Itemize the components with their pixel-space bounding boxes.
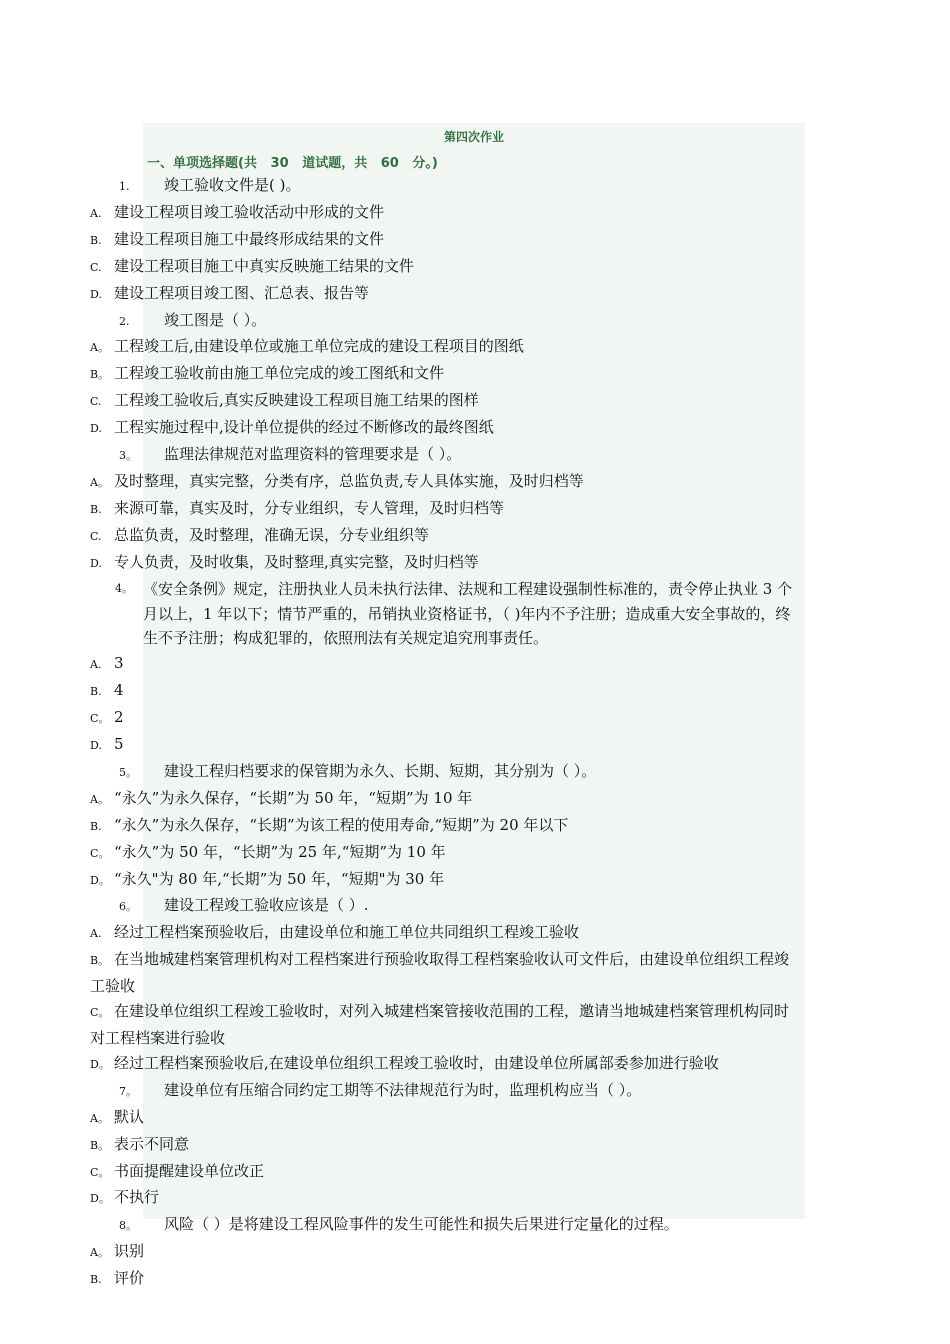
question-number: 5。: [119, 765, 137, 779]
question-number: 2.: [119, 314, 130, 328]
option-c: [0, 840, 950, 867]
option-a: [0, 200, 950, 227]
option-a: [0, 651, 950, 678]
option-label: D。: [90, 873, 110, 887]
option-d: [0, 732, 950, 759]
option-label: D.: [90, 287, 102, 301]
option-text: 默认: [114, 1107, 145, 1126]
option-b: [0, 678, 950, 705]
option-a: [0, 1105, 950, 1132]
option-text: 总监负责，及时整理，准确无误，分专业组织等: [114, 525, 430, 544]
option-label: B.: [90, 685, 102, 699]
option-label: C。: [90, 712, 110, 726]
option-text: 建设工程项目施工中真实反映施工结果的文件: [114, 256, 415, 275]
question-1: [0, 173, 950, 200]
option-label: A.: [90, 658, 102, 672]
option-label: C.: [90, 260, 102, 274]
option-a: [0, 786, 950, 813]
option-text: 建设工程项目竣工图、汇总表、报告等: [114, 283, 370, 302]
option-text: 识别: [114, 1242, 145, 1261]
option-b: [0, 496, 950, 523]
option-d: [0, 1185, 950, 1212]
question-text: 监理法律规范对监理资料的管理要求是（ ）。: [164, 445, 462, 464]
option-label: A。: [90, 475, 109, 489]
option-a: [0, 469, 950, 496]
option-text: 2: [114, 708, 124, 727]
question-number: 3。: [119, 449, 137, 463]
option-text: 及时整理，真实完整，分类有序，总监负责,专人具体实施，及时归档等: [114, 471, 584, 490]
option-label: B.: [90, 502, 102, 516]
question-text: 竣工验收文件是( )。: [164, 176, 301, 194]
option-label: A.: [90, 206, 102, 220]
question-2: [0, 308, 950, 335]
question-number: 8。: [119, 1219, 137, 1233]
option-text: “永久"为 80 年,“长期”为 50 年，“短期"为 30 年: [114, 869, 445, 888]
option-b: [0, 1266, 950, 1293]
question-text: 建设单位有压缩合同约定工期等不法律规范行为时，监理机构应当（ ）。: [164, 1080, 642, 1099]
question-number: 1.: [119, 180, 130, 193]
option-text: 经过工程档案预验收后，由建设单位和施工单位共同组织工程竣工验收: [114, 923, 580, 942]
option-b: [0, 813, 950, 840]
option-d: [0, 281, 950, 308]
option-d: [0, 415, 950, 442]
option-text: 建设工程项目施工中最终形成结果的文件: [114, 229, 385, 248]
option-text: 表示不同意: [114, 1134, 190, 1153]
question-3: [0, 442, 950, 469]
option-a: [0, 920, 950, 947]
option-text: 5: [114, 735, 124, 754]
option-label: A.: [90, 927, 102, 941]
option-d: [0, 1051, 950, 1078]
option-b: [0, 361, 950, 388]
question-4: [0, 577, 950, 652]
option-label: A。: [90, 1111, 109, 1125]
option-label: B.: [90, 1273, 102, 1287]
question-number: 4。: [115, 581, 133, 595]
option-label: B.: [90, 819, 102, 833]
option-text: “永久”为 50 年，“长期”为 25 年,“短期”为 10 年: [114, 842, 446, 861]
option-text: 来源可靠，真实及时，分专业组织，专人管理，及时归档等: [114, 498, 505, 517]
document-title: 第四次作业: [443, 130, 504, 144]
question-text: 竣工图是（ ）。: [164, 310, 267, 329]
option-text: “永久”为永久保存，“长期”为该工程的使用寿命,“短期”为 20 年以下: [114, 815, 569, 834]
question-text: 风险（ ）是将建设工程风险事件的发生可能性和损失后果进行定量化的过程。: [164, 1215, 679, 1234]
option-label: D。: [90, 1192, 110, 1206]
question-number: 7。: [119, 1084, 137, 1098]
option-c: [0, 705, 950, 732]
option-label: D.: [90, 422, 102, 436]
option-text: 书面提醒建设单位改正: [114, 1161, 265, 1180]
option-text: “永久”为永久保存，“长期”为 50 年，“短期”为 10 年: [114, 788, 473, 807]
option-d: [0, 867, 950, 894]
option-b: [0, 947, 790, 999]
section-heading: 一、单项选择题(共 30 道试题，共 60 分。): [147, 156, 438, 171]
option-label: D.: [90, 556, 102, 570]
option-d: [0, 550, 950, 577]
option-text: 4: [114, 681, 124, 700]
question-5: [0, 759, 950, 786]
question-number: 6。: [119, 900, 137, 914]
question-7: [0, 1078, 950, 1105]
question-8: [0, 1212, 950, 1239]
option-text: 不执行: [114, 1188, 160, 1207]
question-list: [0, 173, 950, 1293]
option-label: B。: [90, 954, 110, 968]
option-label: C.: [90, 395, 102, 409]
option-text: 评价: [114, 1269, 145, 1288]
option-c: [0, 523, 950, 550]
option-text: 工程竣工验收前由施工单位完成的竣工图纸和文件: [114, 364, 445, 383]
option-label: B。: [90, 368, 110, 382]
option-c: [0, 1159, 950, 1186]
option-label: A。: [90, 1246, 109, 1260]
option-label: A。: [90, 792, 109, 806]
option-label: A。: [90, 341, 109, 355]
option-label: C。: [90, 1165, 110, 1179]
option-text: 工程竣工后,由建设单位或施工单位完成的建设工程项目的图纸: [114, 337, 524, 356]
question-text: 建设工程竣工验收应该是（ ）.: [164, 896, 369, 915]
option-b: [0, 1132, 950, 1159]
option-text: 在当地城建档案管理机构对工程档案进行预验收取得工程档案验收认可文件后，由建设单位组织工程竣工验收: [90, 950, 790, 996]
option-label: D.: [90, 739, 102, 753]
option-label: B。: [90, 1138, 110, 1152]
question-6: [0, 893, 950, 920]
option-text: 工程实施过程中,设计单位提供的经过不断修改的最终图纸: [114, 418, 494, 437]
option-label: B.: [90, 233, 102, 247]
option-label: C。: [90, 1006, 110, 1020]
option-text: 建设工程项目竣工验收活动中形成的文件: [114, 202, 385, 221]
option-a: [0, 1239, 950, 1266]
option-text: 3: [114, 654, 124, 673]
option-text: 专人负责，及时收集，及时整理,真实完整，及时归档等: [114, 552, 479, 571]
option-c: [0, 999, 790, 1051]
option-b: [0, 227, 950, 254]
option-c: [0, 254, 950, 281]
option-label: D。: [90, 1057, 110, 1071]
option-text: 工程竣工验收后,真实反映建设工程项目施工结果的图样: [114, 391, 479, 410]
question-text: 建设工程归档要求的保管期为永久、长期、短期，其分别为（ ）。: [164, 761, 597, 780]
option-text: 经过工程档案预验收后,在建设单位组织工程竣工验收时，由建设单位所属部委参加进行验收: [114, 1053, 719, 1072]
question-text: 《安全条例》规定，注册执业人员未执行法律、法规和工程建设强制性标准的，责令停止执业 3 个月以上，1 年以下；情节严重的，吊销执业资格证书，（ )年内不予注册；造成重大安全事故的，终生不予注册；构成犯罪的，依照刑法有关规定追究刑事责任。: [143, 579, 793, 648]
option-c: [0, 388, 950, 415]
option-text: 在建设单位组织工程竣工验收时，对列入城建档案管接收范围的工程，邀请当地城建档案管理机构同时对工程档案进行验收: [90, 1002, 790, 1047]
option-a: [0, 334, 950, 361]
option-label: C。: [90, 846, 110, 860]
option-label: C.: [90, 529, 102, 543]
